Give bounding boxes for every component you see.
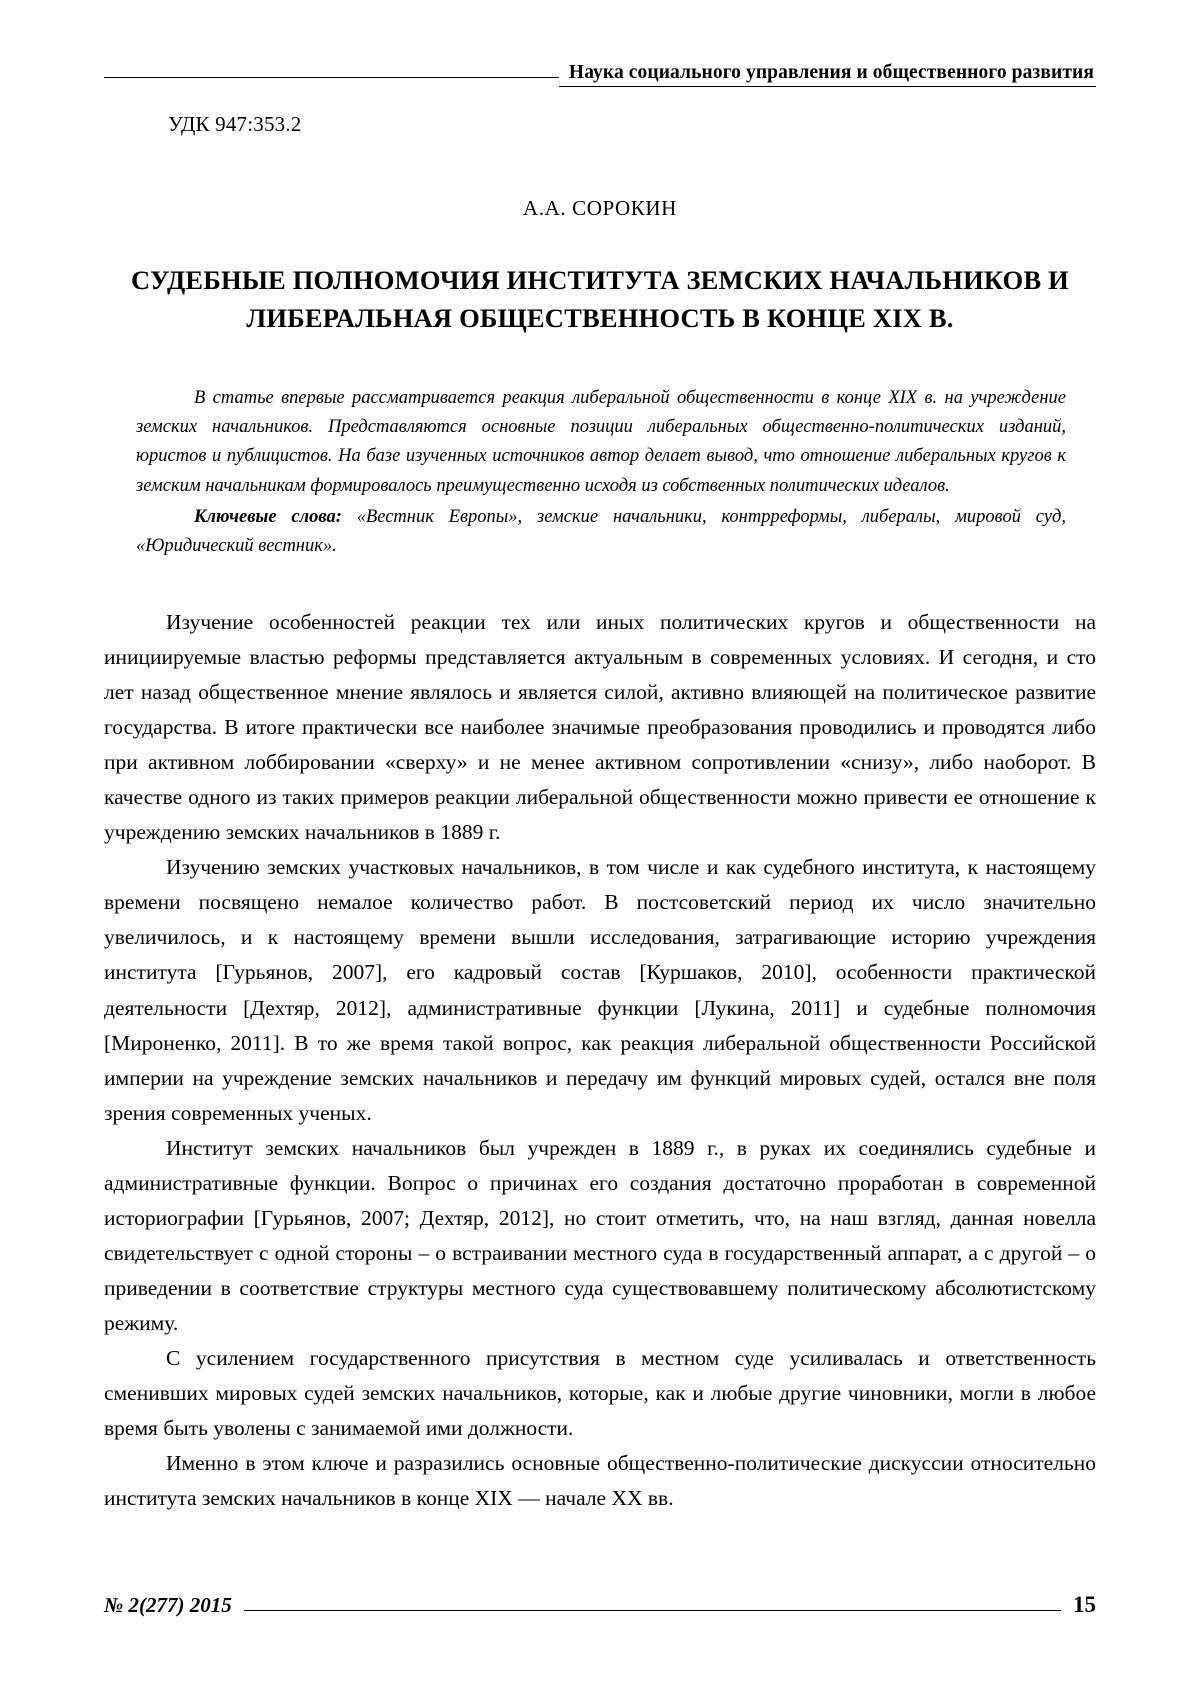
body-paragraph: Изучению земских участковых начальников, в том числе и как судебного института, к настоящему времени посвящено немалое количество работ. В постсоветский период их число значительно увеличилось, и к настоящему времени вышли исследования, затрагивающие историю учреждения института [Гурьянов, 2007], его кадровый состав [Куршаков, 2010], особенности практической деятельности [Дехтяр, 2012], административные функции [Лукина, 2011] и судебные полномочия [Мироненко, 2011]. В то же время такой вопрос, как реакция либеральной общественности Российской империи на учреждение земских начальников и передачу им функций мировых судей, остался вне поля зрения современных ученых. xyxy=(104,855,1096,1125)
body-paragraph: Институт земских начальников был учрежден в 1889 г., в руках их соединялись судебные и административные функции. Вопрос о причинах его создания достаточно проработан в современной историографии [Гурьянов, 2007; Дехтяр, 2012], но стоит отметить, что, на наш взгляд, данная новелла свидетельствует с одной стороны – о встраивании местного суда в государственный аппарат, а с другой – о приведении в соответствие структуры местного суда существовавшему политическому абсолютистскому режиму. xyxy=(104,1135,1096,1335)
keywords-paragraph xyxy=(136,503,1066,561)
page-footer xyxy=(104,1592,1096,1620)
article-body xyxy=(104,605,1096,1516)
running-head-text: Наука социального управления и общественного развития xyxy=(559,62,1096,87)
article-abstract xyxy=(104,384,1096,561)
footer-rule xyxy=(244,1610,1061,1611)
article-author: А.А. СОРОКИН xyxy=(523,196,677,220)
running-head-rule xyxy=(104,77,559,78)
body-paragraph: С усилением государственного присутствия в местном суде усиливалась и ответственность сменивших мировых судей земских начальников, которые, как и любые другие чиновники, могли в любое время быть уволены с занимаемой ими должности. xyxy=(104,1345,1096,1440)
keywords-label: Ключевые слова: xyxy=(194,506,342,527)
abstract-text: В статье впервые рассматривается реакция либеральной общественности в конце XIX в. на учреждение земских начальников. Представляются основные позиции либеральных общественно-политических изданий, юристов и публицистов. На базе изученных источников автор делает вывод, что отношение либеральных кругов к земским начальникам формировалось преимущественно исходя из собственных политических идеалов. xyxy=(136,387,1066,496)
body-paragraph: Изучение особенностей реакции тех или иных политических кругов и общественности на инициируемые властью реформы представляется актуальным в современных условиях. И сегодня, и сто лет назад общественное мнение являлось и является силой, активно влияющей на политическое развитие государства. В итоге практически все наиболее значимые преобразования проводились и проводятся либо при активном лоббировании «сверху» и не менее активном сопротивлении «снизу», либо наоборот. В качестве одного из таких примеров реакции либеральной общественности можно привести ее отношение к учреждению земских начальников в 1889 г. xyxy=(104,610,1096,845)
udk-code: УДК 947:353.2 xyxy=(168,112,302,136)
body-paragraph: Именно в этом ключе и разразились основные общественно-политические дискуссии относительно института земских начальников в конце XIX — начале XX вв. xyxy=(104,1450,1096,1510)
page-number: 15 xyxy=(1073,1592,1096,1617)
article-content xyxy=(104,112,1096,1516)
journal-issue: № 2(277) 2015 xyxy=(104,1593,232,1617)
article-title: СУДЕБНЫЕ ПОЛНОМОЧИЯ ИНСТИТУТА ЗЕМСКИХ НАЧАЛЬНИКОВ И ЛИБЕРАЛЬНАЯ ОБЩЕСТВЕННОСТЬ В КОНЦЕ XIX В. xyxy=(131,265,1069,334)
running-head xyxy=(104,62,1096,87)
keywords-text: «Вестник Европы», земские начальники, контрреформы, либералы, мировой суд, «Юридический вестник». xyxy=(136,506,1066,556)
